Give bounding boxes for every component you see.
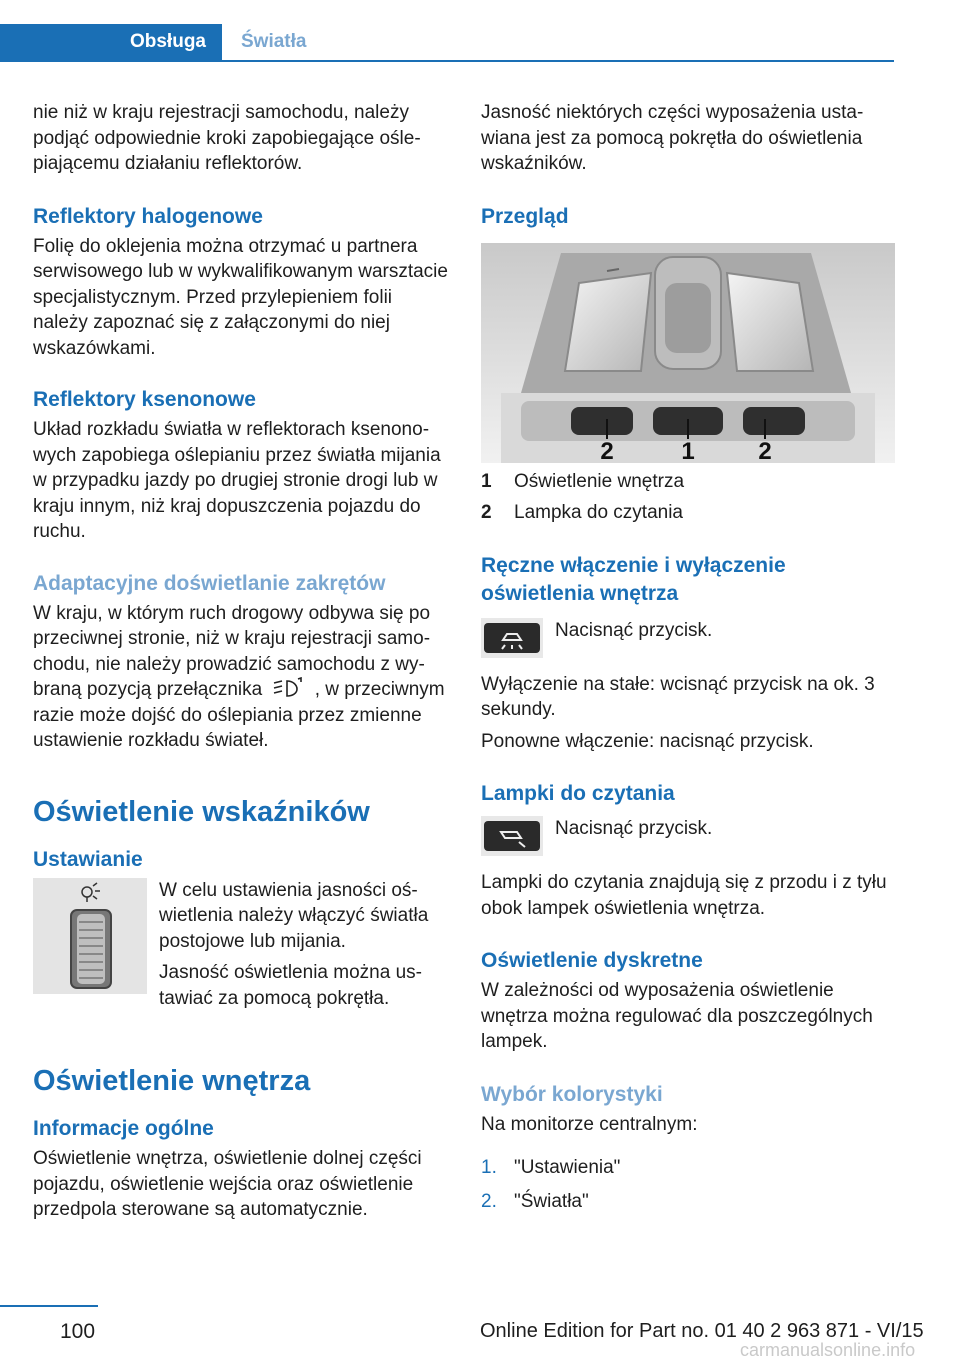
legend-item — [481, 500, 895, 526]
edition-text: Online Edition for Part no. 01 40 2 963 871 - VI/15 — [480, 1320, 924, 1342]
switch-on-paragraph: Ponowne włączenie: nacisnąć przycisk. — [481, 730, 814, 752]
heading-setting: Ustawianie — [33, 847, 143, 871]
legend-item — [481, 469, 895, 495]
page-number: 100 — [60, 1320, 96, 1343]
setting-paragraph-2: Jasność oświetlenia można ustawiać za pomocą pokrętła. — [159, 962, 422, 1009]
step-number: 2. — [481, 1190, 497, 1212]
heading-color-selection: Wybór kolorystyki — [481, 1082, 663, 1106]
permanent-off-paragraph: Wyłączenie na stałe: wcisnąć przycisk na ok. 3 sekundy. — [481, 673, 875, 720]
heading-xenon: Reflektory ksenonowe — [33, 388, 256, 411]
monitor-paragraph: Na monitorze centralnym: — [481, 1113, 698, 1135]
adaptive-text-a: W kraju, w którym ruch drogowy odbywa się po przeciwnej stronie, niż w kraju rejestracji samochodu, nie należy prowadzić samochodu z wybraną pozycją przełącznika — [33, 602, 431, 700]
heading-instrument-lighting: Oświetlenie wskaźników — [33, 795, 370, 828]
press-button-text-1: Nacisnąć przycisk. — [555, 619, 713, 641]
tab-swiatla[interactable]: Światła — [241, 31, 307, 52]
figure-label-right: 2 — [758, 437, 772, 463]
step-text: "Ustawienia" — [514, 1157, 621, 1178]
reading-light-button-icon — [481, 816, 543, 856]
watermark: carmanualsonline.info — [740, 1340, 916, 1360]
left-column — [33, 100, 451, 1223]
legend-text: Lampka do czytania — [514, 502, 683, 523]
heading-ambient: Oświetlenie dyskretne — [481, 949, 703, 972]
step-item — [481, 1189, 895, 1215]
header-bar — [0, 0, 960, 62]
reading-lights-paragraph: Lampki do czytania znajdują się z przodu i z tyłu obok lampek oświetlenia wnętrza. — [481, 872, 887, 919]
reading-light-button-row — [481, 816, 895, 856]
legend-text: Oświetlenie wnętrza — [514, 470, 685, 492]
legend-number: 2 — [481, 502, 492, 523]
setting-block — [33, 878, 451, 1012]
legend-number: 1 — [481, 470, 492, 492]
heading-manual-switch: Ręczne włączenie i wyłączenie oświetlenia wnętrza — [481, 553, 786, 605]
step-item — [481, 1155, 895, 1181]
interior-light-button-icon — [481, 618, 543, 658]
dimmer-thumbwheel-image — [33, 878, 147, 994]
right-column — [481, 100, 895, 1214]
footer-rule — [0, 1305, 98, 1307]
xenon-paragraph: Układ rozkładu światła w reflektorach ksenonowych zapobiega oślepianiu przez światła mijania w przypadku jazdy po drugiej stronie drogi lub w kraju innym, niż kraj dopuszczenia pojazdu do ruchu. — [33, 419, 441, 542]
heading-overview: Przegląd — [481, 204, 569, 228]
step-text: "Światła" — [514, 1190, 589, 1212]
interior-light-button-row — [481, 618, 895, 658]
press-button-text-2: Nacisnąć przycisk. — [555, 818, 713, 839]
adaptive-headlight-switch-icon — [271, 677, 305, 699]
intro-paragraph: nie niż w kraju rejestracji samochodu, należy podjąć odpowiednie kroki zapobiegające oślepiającemu działaniu reflektorów. — [33, 102, 421, 174]
step-number: 1. — [481, 1157, 497, 1178]
heading-general-info: Informacje ogólne — [33, 1117, 214, 1140]
halogen-paragraph: Folię do oklejenia można otrzymać u partnera serwisowego lub w wykwalifikowanym warsztacie specjalistycznym. Przed przylepieniem folii należy zapoznać się z załączonymi do niej wskazówkami. — [33, 235, 448, 359]
setting-paragraph-1: W celu ustawienia jasności oświetlenia należy włączyć światła postojowe lub mijania. — [159, 879, 429, 952]
heading-reading-lights: Lampki do czytania — [481, 782, 675, 805]
figure-label-center: 1 — [681, 437, 695, 463]
heading-interior-lighting: Oświetlenie wnętrza — [33, 1065, 311, 1097]
right-intro-paragraph: Jasność niektórych części wyposażenia ustawiana jest za pomocą pokrętła do oświetlenia wskaźników. — [481, 102, 864, 174]
header-rule — [0, 60, 894, 62]
heading-adaptive: Adaptacyjne doświetlanie zakrętów — [33, 571, 386, 595]
ambient-paragraph: W zależności od wyposażenia oświetlenie wnętrza można regulować dla poszczególnych lampek. — [481, 980, 873, 1052]
tab-obsluga[interactable]: Obsługa — [0, 24, 222, 60]
figure-label-left: 2 — [600, 437, 614, 463]
interior-light-panel-image — [481, 243, 895, 463]
heading-halogen: Reflektory halogenowe — [33, 204, 263, 228]
adaptive-paragraph — [33, 601, 451, 754]
general-paragraph: Oświetlenie wnętrza, oświetlenie dolnej części pojazdu, oświetlenie wejścia oraz oświetlenie przedpola sterowane są automatycznie. — [33, 1148, 422, 1220]
adaptive-text-b: , w przeciwnym razie może dojść do oślepiania przez zmienne ustawienie rozkładu świateł. — [33, 679, 445, 751]
